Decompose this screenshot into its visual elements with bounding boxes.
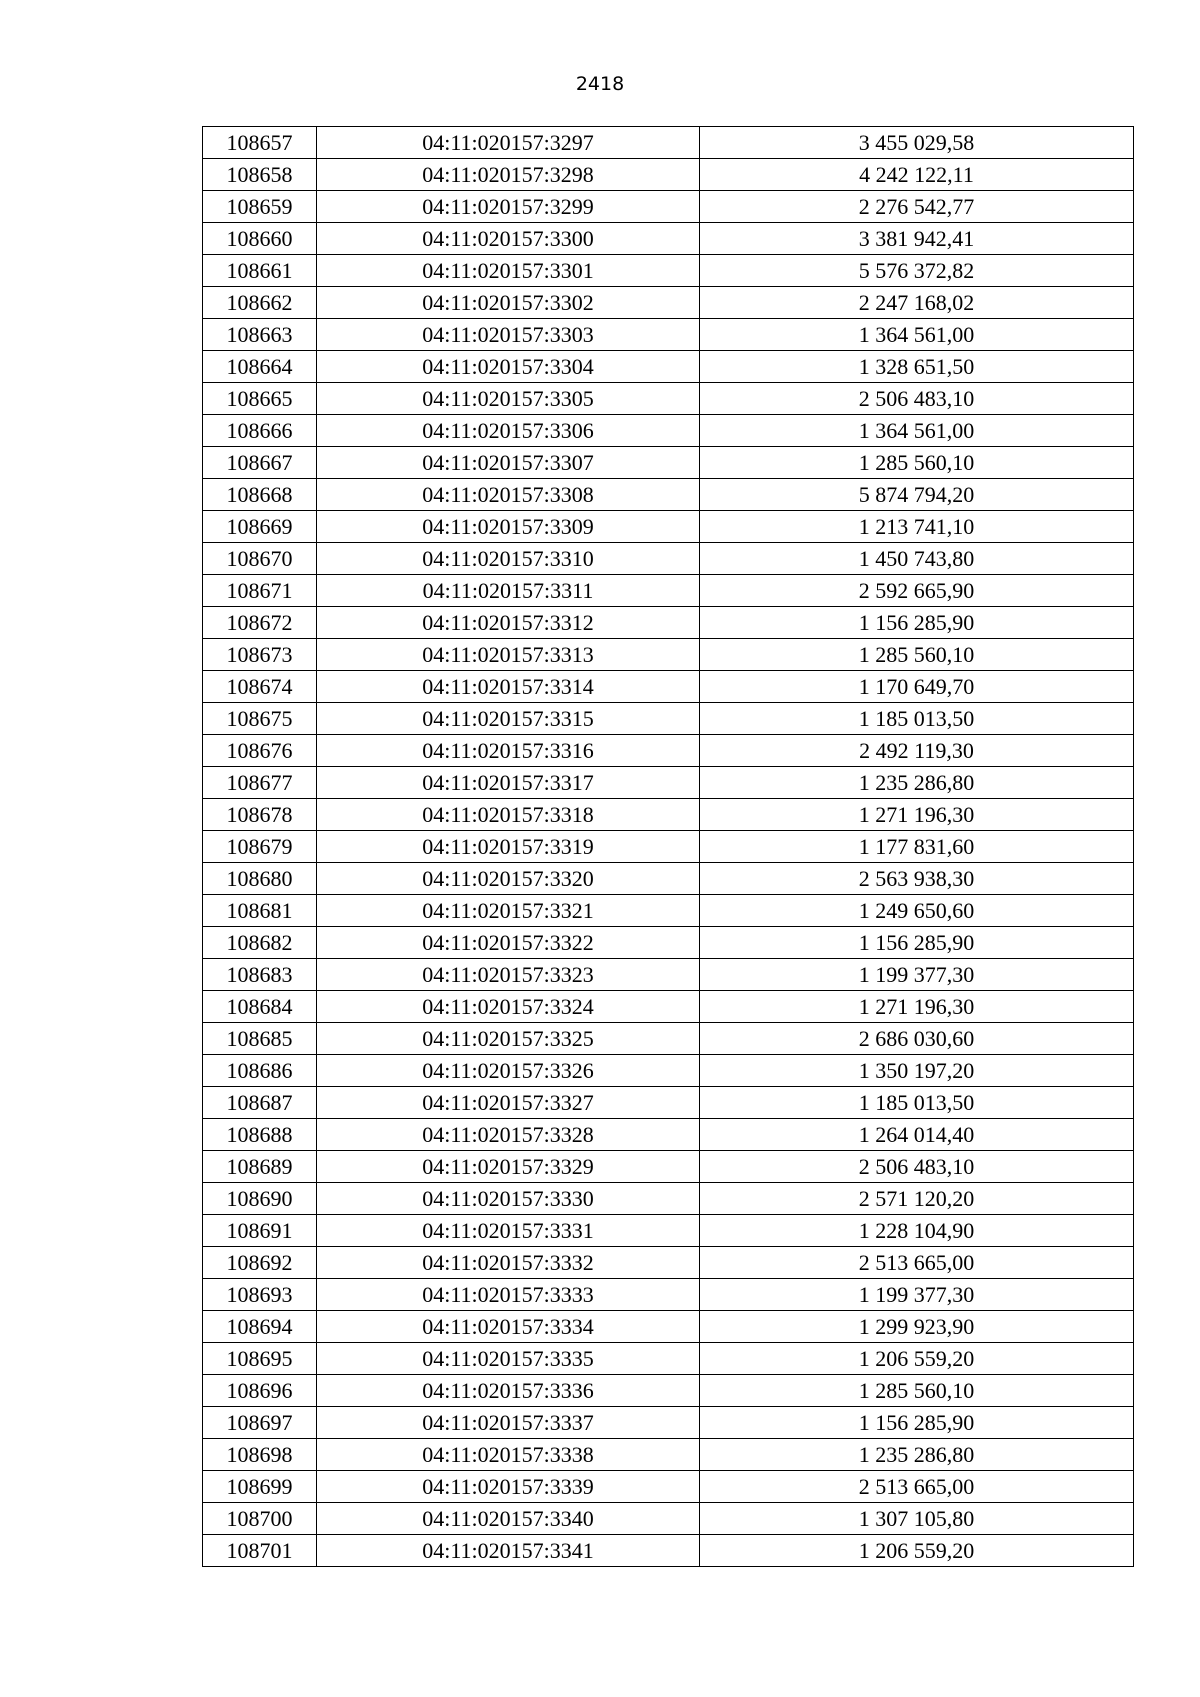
cadastral-number-cell: 04:11:020157:3320 <box>317 863 700 895</box>
table-row <box>203 543 1134 575</box>
row-number-cell: 108701 <box>203 1535 317 1567</box>
table-row <box>203 1311 1134 1343</box>
cadastral-value-cell: 2 276 542,77 <box>700 191 1134 223</box>
table-row <box>203 1215 1134 1247</box>
cadastral-value-cell: 2 513 665,00 <box>700 1471 1134 1503</box>
table-row <box>203 1183 1134 1215</box>
cadastral-value-cell: 1 206 559,20 <box>700 1535 1134 1567</box>
cadastral-number-cell: 04:11:020157:3327 <box>317 1087 700 1119</box>
table-row <box>203 1119 1134 1151</box>
cadastral-number-cell: 04:11:020157:3317 <box>317 767 700 799</box>
cadastral-number-cell: 04:11:020157:3313 <box>317 639 700 671</box>
row-number-cell: 108671 <box>203 575 317 607</box>
row-number-cell: 108685 <box>203 1023 317 1055</box>
cadastral-value-cell: 1 285 560,10 <box>700 447 1134 479</box>
cadastral-value-cell: 1 228 104,90 <box>700 1215 1134 1247</box>
cadastral-number-cell: 04:11:020157:3298 <box>317 159 700 191</box>
table-row <box>203 607 1134 639</box>
row-number-cell: 108688 <box>203 1119 317 1151</box>
cadastral-value-cell: 3 455 029,58 <box>700 127 1134 159</box>
table-row <box>203 831 1134 863</box>
table-row <box>203 927 1134 959</box>
table-row <box>203 1151 1134 1183</box>
table-row <box>203 639 1134 671</box>
cadastral-value-cell: 5 576 372,82 <box>700 255 1134 287</box>
row-number-cell: 108683 <box>203 959 317 991</box>
cadastral-number-cell: 04:11:020157:3299 <box>317 191 700 223</box>
cadastral-number-cell: 04:11:020157:3316 <box>317 735 700 767</box>
cadastral-number-cell: 04:11:020157:3314 <box>317 671 700 703</box>
cadastral-value-cell: 2 563 938,30 <box>700 863 1134 895</box>
table-row <box>203 735 1134 767</box>
cadastral-number-cell: 04:11:020157:3307 <box>317 447 700 479</box>
cadastral-number-cell: 04:11:020157:3333 <box>317 1279 700 1311</box>
cadastral-number-cell: 04:11:020157:3321 <box>317 895 700 927</box>
cadastral-number-cell: 04:11:020157:3326 <box>317 1055 700 1087</box>
row-number-cell: 108678 <box>203 799 317 831</box>
cadastral-number-cell: 04:11:020157:3335 <box>317 1343 700 1375</box>
cadastral-number-cell: 04:11:020157:3325 <box>317 1023 700 1055</box>
row-number-cell: 108663 <box>203 319 317 351</box>
table-row <box>203 223 1134 255</box>
row-number-cell: 108660 <box>203 223 317 255</box>
cadastral-number-cell: 04:11:020157:3341 <box>317 1535 700 1567</box>
cadastral-number-cell: 04:11:020157:3339 <box>317 1471 700 1503</box>
row-number-cell: 108682 <box>203 927 317 959</box>
row-number-cell: 108698 <box>203 1439 317 1471</box>
row-number-cell: 108694 <box>203 1311 317 1343</box>
row-number-cell: 108668 <box>203 479 317 511</box>
cadastral-number-cell: 04:11:020157:3331 <box>317 1215 700 1247</box>
table-row <box>203 1055 1134 1087</box>
cadastral-number-cell: 04:11:020157:3340 <box>317 1503 700 1535</box>
row-number-cell: 108680 <box>203 863 317 895</box>
cadastral-value-cell: 1 364 561,00 <box>700 415 1134 447</box>
cadastral-number-cell: 04:11:020157:3301 <box>317 255 700 287</box>
cadastral-number-cell: 04:11:020157:3337 <box>317 1407 700 1439</box>
cadastral-value-cell: 1 271 196,30 <box>700 991 1134 1023</box>
cadastral-value-cell: 4 242 122,11 <box>700 159 1134 191</box>
row-number-cell: 108674 <box>203 671 317 703</box>
cadastral-number-cell: 04:11:020157:3332 <box>317 1247 700 1279</box>
row-number-cell: 108692 <box>203 1247 317 1279</box>
row-number-cell: 108689 <box>203 1151 317 1183</box>
page-number: 2418 <box>575 73 625 95</box>
cadastral-value-cell: 1 185 013,50 <box>700 703 1134 735</box>
cadastral-value-cell: 1 364 561,00 <box>700 319 1134 351</box>
cadastral-number-cell: 04:11:020157:3312 <box>317 607 700 639</box>
cadastral-number-cell: 04:11:020157:3315 <box>317 703 700 735</box>
table-row <box>203 1503 1134 1535</box>
cadastral-value-cell: 1 235 286,80 <box>700 767 1134 799</box>
cadastral-value-cell: 1 177 831,60 <box>700 831 1134 863</box>
cadastral-value-cell: 2 571 120,20 <box>700 1183 1134 1215</box>
cadastral-number-cell: 04:11:020157:3311 <box>317 575 700 607</box>
cadastral-value-cell: 1 328 651,50 <box>700 351 1134 383</box>
table-row <box>203 991 1134 1023</box>
table-row <box>203 383 1134 415</box>
cadastral-value-cell: 5 874 794,20 <box>700 479 1134 511</box>
row-number-cell: 108662 <box>203 287 317 319</box>
cadastral-number-cell: 04:11:020157:3319 <box>317 831 700 863</box>
cadastral-value-cell: 1 271 196,30 <box>700 799 1134 831</box>
cadastral-value-cell: 1 249 650,60 <box>700 895 1134 927</box>
row-number-cell: 108697 <box>203 1407 317 1439</box>
row-number-cell: 108657 <box>203 127 317 159</box>
cadastral-value-cell: 1 264 014,40 <box>700 1119 1134 1151</box>
table-row <box>203 863 1134 895</box>
cadastral-value-cell: 2 506 483,10 <box>700 383 1134 415</box>
row-number-cell: 108690 <box>203 1183 317 1215</box>
cadastral-value-table <box>202 126 1134 1567</box>
cadastral-value-cell: 1 213 741,10 <box>700 511 1134 543</box>
cadastral-number-cell: 04:11:020157:3322 <box>317 927 700 959</box>
row-number-cell: 108679 <box>203 831 317 863</box>
cadastral-value-cell: 2 506 483,10 <box>700 1151 1134 1183</box>
row-number-cell: 108673 <box>203 639 317 671</box>
table-row <box>203 959 1134 991</box>
row-number-cell: 108700 <box>203 1503 317 1535</box>
row-number-cell: 108687 <box>203 1087 317 1119</box>
table-row <box>203 127 1134 159</box>
row-number-cell: 108658 <box>203 159 317 191</box>
table-row <box>203 671 1134 703</box>
cadastral-value-cell: 1 285 560,10 <box>700 639 1134 671</box>
table-row <box>203 895 1134 927</box>
row-number-cell: 108659 <box>203 191 317 223</box>
table-row <box>203 511 1134 543</box>
table-row <box>203 287 1134 319</box>
row-number-cell: 108666 <box>203 415 317 447</box>
cadastral-number-cell: 04:11:020157:3324 <box>317 991 700 1023</box>
cadastral-value-cell: 1 299 923,90 <box>700 1311 1134 1343</box>
row-number-cell: 108693 <box>203 1279 317 1311</box>
cadastral-number-cell: 04:11:020157:3323 <box>317 959 700 991</box>
row-number-cell: 108667 <box>203 447 317 479</box>
row-number-cell: 108672 <box>203 607 317 639</box>
cadastral-value-cell: 2 686 030,60 <box>700 1023 1134 1055</box>
cadastral-number-cell: 04:11:020157:3329 <box>317 1151 700 1183</box>
row-number-cell: 108695 <box>203 1343 317 1375</box>
table-row <box>203 1247 1134 1279</box>
table-row <box>203 159 1134 191</box>
table-row <box>203 1439 1134 1471</box>
cadastral-value-cell: 2 492 119,30 <box>700 735 1134 767</box>
cadastral-number-cell: 04:11:020157:3302 <box>317 287 700 319</box>
cadastral-value-cell: 2 247 168,02 <box>700 287 1134 319</box>
cadastral-value-cell: 1 185 013,50 <box>700 1087 1134 1119</box>
table-row <box>203 1407 1134 1439</box>
cadastral-number-cell: 04:11:020157:3308 <box>317 479 700 511</box>
cadastral-value-cell: 1 170 649,70 <box>700 671 1134 703</box>
table-row <box>203 767 1134 799</box>
cadastral-number-cell: 04:11:020157:3306 <box>317 415 700 447</box>
table-row <box>203 575 1134 607</box>
table-row <box>203 191 1134 223</box>
cadastral-value-cell: 2 592 665,90 <box>700 575 1134 607</box>
table-row <box>203 1279 1134 1311</box>
cadastral-value-cell: 2 513 665,00 <box>700 1247 1134 1279</box>
row-number-cell: 108677 <box>203 767 317 799</box>
cadastral-value-cell: 1 235 286,80 <box>700 1439 1134 1471</box>
table-row <box>203 351 1134 383</box>
row-number-cell: 108691 <box>203 1215 317 1247</box>
cadastral-value-cell: 1 199 377,30 <box>700 1279 1134 1311</box>
row-number-cell: 108664 <box>203 351 317 383</box>
cadastral-value-cell: 1 156 285,90 <box>700 927 1134 959</box>
row-number-cell: 108681 <box>203 895 317 927</box>
cadastral-number-cell: 04:11:020157:3309 <box>317 511 700 543</box>
cadastral-number-cell: 04:11:020157:3338 <box>317 1439 700 1471</box>
table-row <box>203 799 1134 831</box>
table-row <box>203 1087 1134 1119</box>
table-row <box>203 1343 1134 1375</box>
cadastral-value-cell: 1 199 377,30 <box>700 959 1134 991</box>
cadastral-value-cell: 3 381 942,41 <box>700 223 1134 255</box>
table-body <box>203 127 1134 1567</box>
cadastral-number-cell: 04:11:020157:3303 <box>317 319 700 351</box>
cadastral-number-cell: 04:11:020157:3297 <box>317 127 700 159</box>
row-number-cell: 108696 <box>203 1375 317 1407</box>
cadastral-number-cell: 04:11:020157:3310 <box>317 543 700 575</box>
row-number-cell: 108684 <box>203 991 317 1023</box>
table-row <box>203 447 1134 479</box>
table-row <box>203 415 1134 447</box>
cadastral-number-cell: 04:11:020157:3328 <box>317 1119 700 1151</box>
table-row <box>203 703 1134 735</box>
row-number-cell: 108670 <box>203 543 317 575</box>
table-row <box>203 1471 1134 1503</box>
cadastral-value-cell: 1 156 285,90 <box>700 607 1134 639</box>
table-row <box>203 479 1134 511</box>
cadastral-number-cell: 04:11:020157:3300 <box>317 223 700 255</box>
cadastral-value-cell: 1 156 285,90 <box>700 1407 1134 1439</box>
cadastral-value-cell: 1 350 197,20 <box>700 1055 1134 1087</box>
row-number-cell: 108699 <box>203 1471 317 1503</box>
row-number-cell: 108669 <box>203 511 317 543</box>
cadastral-number-cell: 04:11:020157:3305 <box>317 383 700 415</box>
cadastral-number-cell: 04:11:020157:3336 <box>317 1375 700 1407</box>
cadastral-number-cell: 04:11:020157:3318 <box>317 799 700 831</box>
row-number-cell: 108675 <box>203 703 317 735</box>
table-row <box>203 255 1134 287</box>
cadastral-value-cell: 1 285 560,10 <box>700 1375 1134 1407</box>
cadastral-number-cell: 04:11:020157:3330 <box>317 1183 700 1215</box>
cadastral-number-cell: 04:11:020157:3304 <box>317 351 700 383</box>
table-row <box>203 1023 1134 1055</box>
cadastral-value-cell: 1 206 559,20 <box>700 1343 1134 1375</box>
row-number-cell: 108665 <box>203 383 317 415</box>
table-row <box>203 1535 1134 1567</box>
table-row <box>203 1375 1134 1407</box>
row-number-cell: 108661 <box>203 255 317 287</box>
cadastral-value-cell: 1 307 105,80 <box>700 1503 1134 1535</box>
row-number-cell: 108676 <box>203 735 317 767</box>
cadastral-value-cell: 1 450 743,80 <box>700 543 1134 575</box>
table-row <box>203 319 1134 351</box>
row-number-cell: 108686 <box>203 1055 317 1087</box>
cadastral-number-cell: 04:11:020157:3334 <box>317 1311 700 1343</box>
